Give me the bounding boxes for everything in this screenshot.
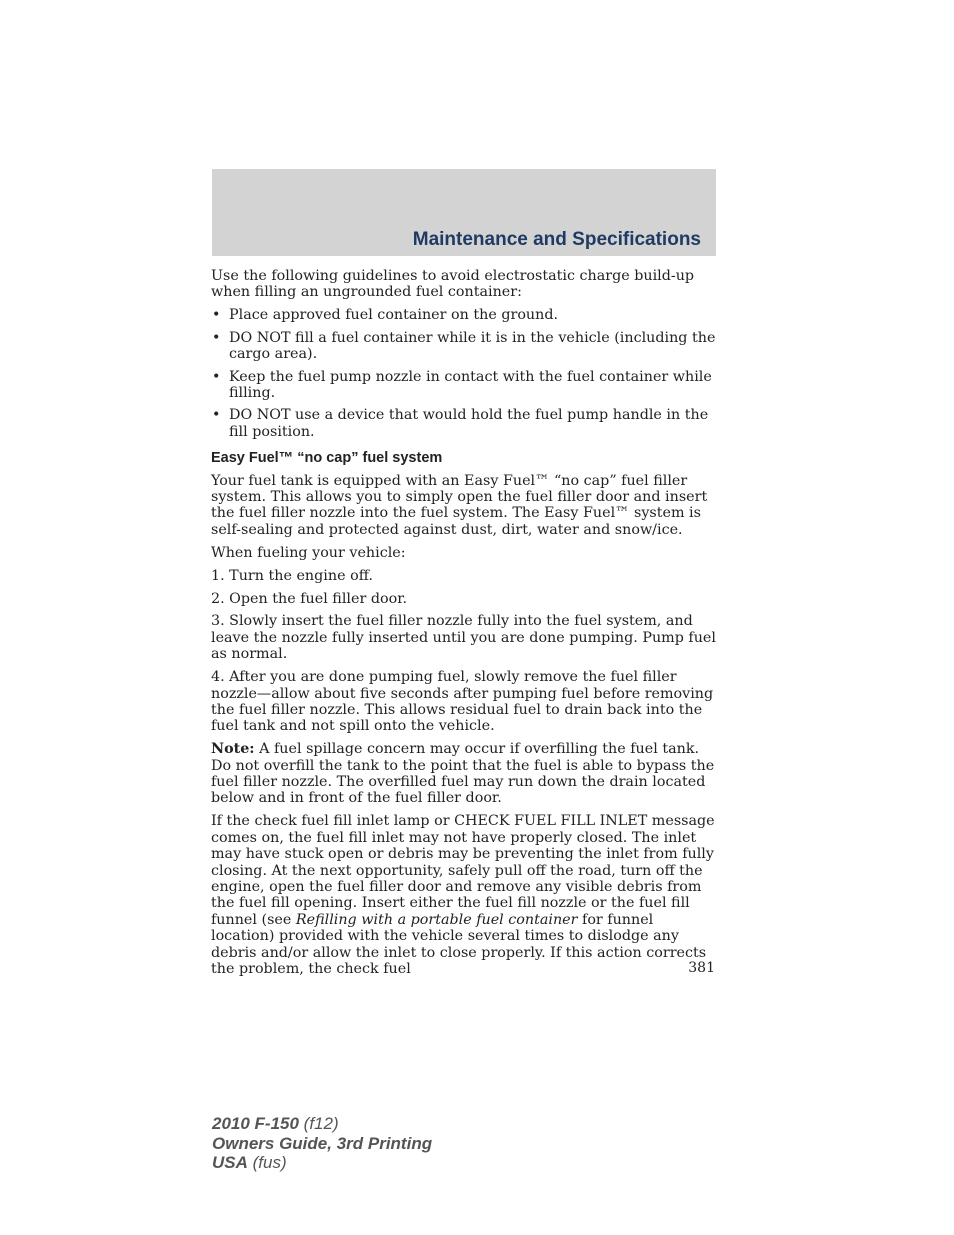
document-footer (212, 1114, 432, 1173)
section-header-band (212, 169, 716, 256)
step-item: 4. After you are done pumping fuel, slowly remove the fuel filler nozzle—allow about five seconds after pumping fuel before removing the fuel filler nozzle. This allows residual fuel to drain back into the fuel tank and not spill onto the vehicle. (211, 669, 714, 735)
when-fueling-label: When fueling your vehicle: (211, 544, 406, 561)
guidelines-list (211, 307, 717, 440)
step-item: 1. Turn the engine off. (211, 567, 373, 584)
cross-reference: Refilling with a portable fuel container (295, 911, 578, 928)
note-label: Note: (211, 741, 255, 758)
step-item: 3. Slowly insert the fuel filler nozzle fully into the fuel system, and leave the nozzle fully inserted until you are done pumping. Pump fuel as normal. (211, 613, 716, 663)
intro-paragraph: Use the following guidelines to avoid electrostatic charge build-up when filling an ungrounded fuel container: (211, 268, 695, 301)
list-item: • Keep the fuel pump nozzle in contact with the fuel container while filling. (211, 369, 717, 402)
note-paragraph (211, 741, 717, 807)
section-title: Maintenance and Specifications (412, 229, 701, 250)
section-heading: Easy Fuel™ “no cap” fuel system (211, 450, 443, 467)
footer-guide-line: Owners Guide, 3rd Printing (212, 1133, 433, 1153)
paragraph-text: for funnel location) provided with the vehicle several times to dislodge any debris and/or allow the inlet to close properly. If this action corrects the problem, the check fuel (211, 911, 707, 978)
footer-model-line: 2010 F-150 (f12) (212, 1114, 339, 1133)
page-number: 381 (688, 960, 715, 976)
paragraph-text: If the check fuel fill inlet lamp or CHECK FUEL FILL INLET message comes on, the fuel fill inlet may not have properly closed. The inlet may have stuck open or debris may be preventing the inlet from fully closing. At the next opportunity, safely pull off the road, turn off the engine, open the fuel filler door and remove any visible debris from the fuel fill opening. Insert either the fuel fill nozzle or the fuel fill funnel (see (211, 813, 715, 928)
easy-fuel-paragraph: Your fuel tank is equipped with an Easy Fuel™ “no cap” fuel filler system. This allows you to simply open the fuel filler door and insert the fuel filler nozzle into the fuel system. The Easy Fuel™ system is self-sealing and protected against dust, dirt, water and snow/ice. (211, 472, 708, 538)
footer-market-line: USA (fus) (212, 1153, 287, 1172)
list-item: • DO NOT fill a fuel container while it is in the vehicle (including the cargo area). (211, 330, 717, 363)
note-text: A fuel spillage concern may occur if overfilling the fuel tank. Do not overfill the tank to the point that the fuel is able to bypass the fuel filler nozzle. The overfilled fuel may run down the drain located below and in front of the fuel filler door. (211, 741, 715, 807)
page-content (211, 268, 717, 984)
list-item: • Place approved fuel container on the ground. (211, 307, 717, 323)
list-item: • DO NOT use a device that would hold the fuel pump handle in the fill position. (211, 407, 717, 440)
check-fuel-paragraph (211, 813, 717, 977)
step-item: 2. Open the fuel filler door. (211, 590, 408, 607)
